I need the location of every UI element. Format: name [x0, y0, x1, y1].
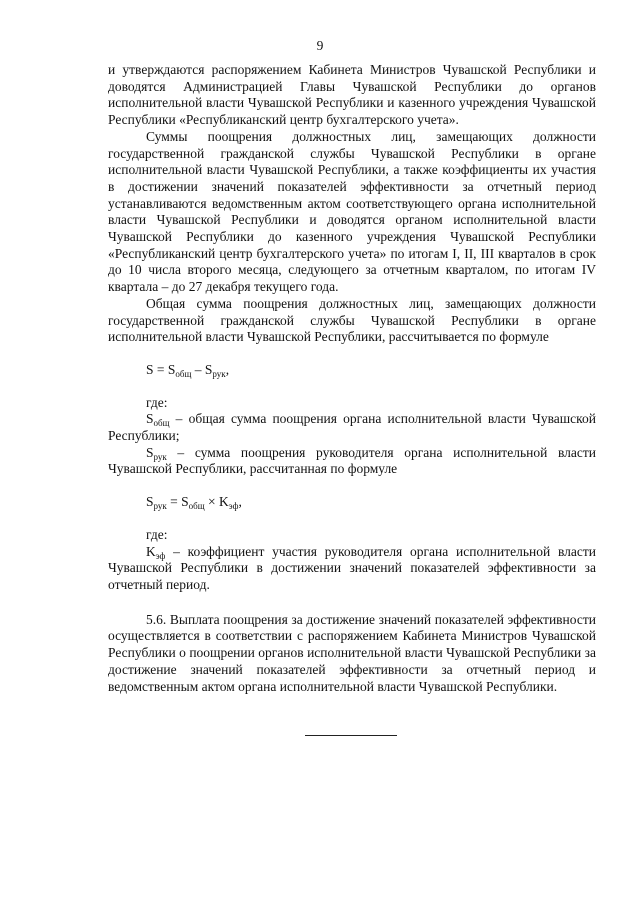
formula-total: $S = S_{общ} - S_{рук}$, [146, 361, 230, 379]
paragraph-sums: Суммы поощрения должностных лиц, замещающих должности государственной гражданской службы Чувашской Республики в органе исполнительной власти Чувашской Республики, а также коэффициенты их участия в достижении значений показателей эффективности за отчетный период устанавливаются ведомственным актом соответствующего органа исполнительной власти Чувашской Республики и доводятся органом исполнительной власти Чувашской Республики до казенного учреждения Чувашской Республики «Республиканский центр бухгалтерского учета» по итогам I, II, III кварталов в срок до 10 числа второго месяца, следующего за отчетным кварталом, по итогам IV квартала – до 27 декабря текущего года. [108, 128, 596, 295]
formula-head: $S_{рук} = S_{общ} \times K_{эф}$, [146, 494, 242, 512]
definition-s-head: $S_{рук}$ – сумма поощрения руководителя органа исполнительной власти Чувашской Республики, рассчитанная по формуле [108, 444, 596, 477]
document-body [108, 62, 596, 695]
paragraph-total-sum: Общая сумма поощрения должностных лиц, замещающих должности государственной гражданской службы Чувашской Республики в органе исполнительной власти Чувашской Республики, рассчитывается по формуле [108, 295, 596, 345]
paragraph-continuation: и утверждаются распоряжением Кабинета Министров Чувашской Республики и доводятся Администрацией Главы Чувашской Республики до органов исполнительной власти Чувашской Республики и казенного учреждения Чувашской Республики «Республиканский центр бухгалтерского учета». [108, 62, 596, 128]
paragraph-5-6: 5.6. Выплата поощрения за достижение значений показателей эффективности осуществляется в соответствии с распоряжением Кабинета Министров Чувашской Республики о поощрении органов исполнительной власти Чувашской Республики за достижение значений показателей эффективности за отчетный период и ведомственным актом органа исполнительной власти Чувашской Республики. [108, 611, 596, 694]
where-label: где: [146, 394, 168, 410]
definition-k-eff: $K_{эф}$ – коэффициент участия руководителя органа исполнительной власти Чувашской Республики в достижении значений показателей эффективности за отчетный период. [108, 543, 596, 592]
page-number: 9 [316, 38, 324, 53]
definition-s-total: $S_{общ}$ – общая сумма поощрения органа исполнительной власти Чувашской Республики; [108, 411, 596, 444]
where-label: где: [146, 526, 168, 542]
end-divider [305, 735, 397, 736]
